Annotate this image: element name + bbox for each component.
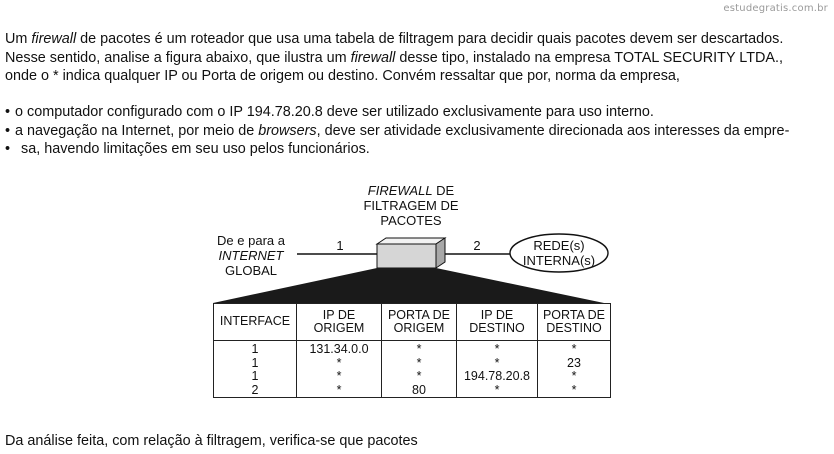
cell: * xyxy=(457,341,538,357)
header-porta-destino: PORTA DE DESTINO xyxy=(538,304,611,341)
cell: * xyxy=(457,357,538,371)
intro-paragraph: Um firewall de pacotes é um roteador que usa uma tabela de filtragem para decidir quais pacotes devem ser descartados. Nesse sentido, analise a figura abaixo, que ilustra um firewall desse tipo, instalado na empresa TOTAL SECURITY LTDA., onde o * indica qualquer IP ou Porta de origem ou destino. Convém ressaltar que por, norma da empresa, xyxy=(5,31,784,85)
cell: * xyxy=(538,384,611,398)
internet-label: De e para a INTERNET GLOBAL xyxy=(217,233,285,278)
cell: * xyxy=(382,370,457,384)
filter-table-header xyxy=(214,304,611,341)
firewall-box xyxy=(377,238,445,268)
header-porta-origem: PORTA DE ORIGEM xyxy=(382,304,457,341)
cell: 1 xyxy=(214,370,297,384)
internal-network-label: REDE(s) INTERNA(s) xyxy=(522,238,596,268)
table-row xyxy=(214,384,611,398)
cell: 23 xyxy=(538,357,611,371)
cell: 80 xyxy=(382,384,457,398)
cell: * xyxy=(538,370,611,384)
closing-question: Da análise feita, com relação à filtragem, verifica-se que pacotes xyxy=(5,433,418,449)
interface-2-label: 2 xyxy=(473,238,481,253)
header-ip-origem: IP DE ORIGEM xyxy=(297,304,382,341)
rule-bullet-1: • o computador configurado com o IP 194.78.20.8 deve ser utilizado exclusivamente para uso interno. xyxy=(5,103,830,122)
cell: 194.78.20.8 xyxy=(457,370,538,384)
header-interface: INTERFACE xyxy=(214,304,297,341)
cell: * xyxy=(297,357,382,371)
cell: * xyxy=(538,341,611,357)
table-row xyxy=(214,370,611,384)
cell: * xyxy=(297,370,382,384)
interface-1-label: 1 xyxy=(336,238,344,253)
cell: 131.34.0.0 xyxy=(297,341,382,357)
rule-bullet-2-continuation: • sa, havendo limitações em seu uso pelos funcionários. xyxy=(5,140,830,159)
cell: 1 xyxy=(214,341,297,357)
filter-table xyxy=(213,303,611,398)
cell: 1 xyxy=(214,357,297,371)
cell: 2 xyxy=(214,384,297,398)
cell: * xyxy=(382,357,457,371)
watermark: estudegratis.com.br xyxy=(723,3,828,14)
header-ip-destino: IP DE DESTINO xyxy=(457,304,538,341)
firewall-title: FIREWALL DE FILTRAGEM DE PACOTES xyxy=(363,183,459,228)
cell: * xyxy=(382,341,457,357)
cell: * xyxy=(297,384,382,398)
table-row xyxy=(214,357,611,371)
rule-bullet-2: • a navegação na Internet, por meio de browsers, deve ser atividade exclusivamente direcionada aos interesses da empre- xyxy=(5,122,830,141)
cell: * xyxy=(457,384,538,398)
table-row xyxy=(214,341,611,357)
